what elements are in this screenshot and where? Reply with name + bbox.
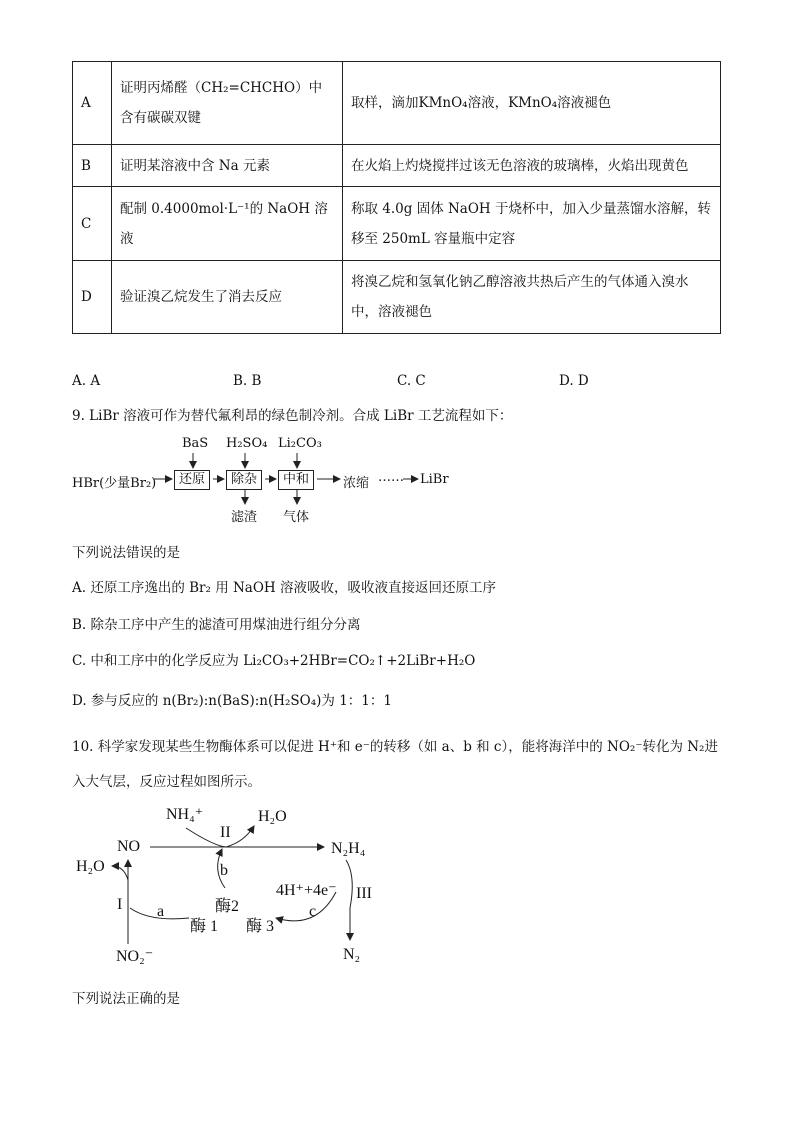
q8-option-a: A. A <box>72 373 101 389</box>
q10-stem-line2: 入大气层，反应过程如图所示。 <box>72 774 261 790</box>
q8-option-c: C. C <box>397 373 426 389</box>
label-roman-2: II <box>220 824 231 841</box>
row-operation: 取样，滴加KMnO₄溶液，KMnO₄溶液褪色 <box>343 62 721 145</box>
reagent-bas: BaS <box>182 436 209 451</box>
row-operation: 称取 4.0g 固体 NaOH 于烧杯中，加入少量蒸馏水溶解，转移至 250mL 容量瓶中定容 <box>343 187 721 261</box>
row-goal: 证明丙烯醛（CH₂=CHCHO）中含有碳碳双键 <box>112 62 343 145</box>
row-operation: 在火焰上灼烧搅拌过该无色溶液的玻璃棒，火焰出现黄色 <box>343 145 721 187</box>
flow-start: HBr(少量Br₂) <box>72 476 157 491</box>
label-enzyme-1: 酶 1 <box>190 918 219 935</box>
label-n2h4: N₂H₄ <box>331 840 366 857</box>
label-enzyme-2: 酶2 <box>215 898 240 915</box>
row-label: D <box>73 261 112 334</box>
label-h2o-top: H₂O <box>258 808 287 825</box>
byproduct-residue: 滤渣 <box>231 510 258 525</box>
q10-question: 下列说法正确的是 <box>72 991 180 1007</box>
step-neutralize: 中和 <box>278 470 314 490</box>
q8-option-d: D. D <box>559 373 589 389</box>
reagent-h2so4: H₂SO₄ <box>226 436 268 451</box>
row-label: C <box>73 187 112 261</box>
row-goal: 验证溴乙烷发生了消去反应 <box>112 261 343 334</box>
flow-end: LiBr <box>420 472 449 487</box>
q10-stem-line1: 10. 科学家发现某些生物酶体系可以促进 H⁺和 e⁻的转移（如 a、b 和 c），能将海洋中的 NO₂⁻转化为 N₂进 <box>72 739 718 755</box>
flow-concentrate: 浓缩 <box>343 476 370 491</box>
q9-question: 下列说法错误的是 <box>72 545 180 561</box>
q9-stem: 9. LiBr 溶液可作为替代氟利昂的绿色制冷剂。合成 LiBr 工艺流程如下： <box>72 408 513 424</box>
q9-option-a: A. 还原工序逸出的 Br₂ 用 NaOH 溶液吸收，吸收液直接返回还原工序 <box>72 580 496 596</box>
q9-option-d: D. 参与反应的 n(Br₂):n(BaS):n(H₂SO₄)为 1：1：1 <box>72 693 392 709</box>
row-label: B <box>73 145 112 187</box>
label-b: b <box>220 862 228 879</box>
row-label: A <box>73 62 112 145</box>
label-h2o-left: H₂O <box>76 858 105 875</box>
step-purify: 除杂 <box>226 470 262 490</box>
step-reduction: 还原 <box>174 470 210 490</box>
q8-option-b: B. B <box>233 373 262 389</box>
reagent-li2co3: Li₂CO₃ <box>278 436 322 451</box>
row-goal: 配制 0.4000mol·L⁻¹的 NaOH 溶液 <box>112 187 343 261</box>
label-electrons: 4H⁺+4e⁻ <box>276 882 337 899</box>
label-c: c <box>309 903 317 920</box>
q9-option-c: C. 中和工序中的化学反应为 Li₂CO₃+2HBr=CO₂↑+2LiBr+H₂O <box>72 653 476 669</box>
label-a: a <box>157 903 165 920</box>
label-nh4: NH₄⁺ <box>166 806 204 823</box>
label-roman-1: I <box>117 896 123 913</box>
label-no2: NO₂⁻ <box>116 948 154 965</box>
label-roman-3: III <box>356 885 372 902</box>
byproduct-gas: 气体 <box>283 510 310 525</box>
label-enzyme-3: 酶 3 <box>246 918 275 935</box>
row-operation: 将溴乙烷和氢氧化钠乙醇溶液共热后产生的气体通入溴水中，溶液褪色 <box>343 261 721 334</box>
label-no: NO <box>117 838 141 855</box>
label-n2: N₂ <box>343 946 361 963</box>
flow-dots: …… <box>378 470 404 485</box>
row-goal: 证明某溶液中含 Na 元素 <box>112 145 343 187</box>
q9-option-b: B. 除杂工序中产生的滤渣可用煤油进行组分分离 <box>72 617 361 633</box>
